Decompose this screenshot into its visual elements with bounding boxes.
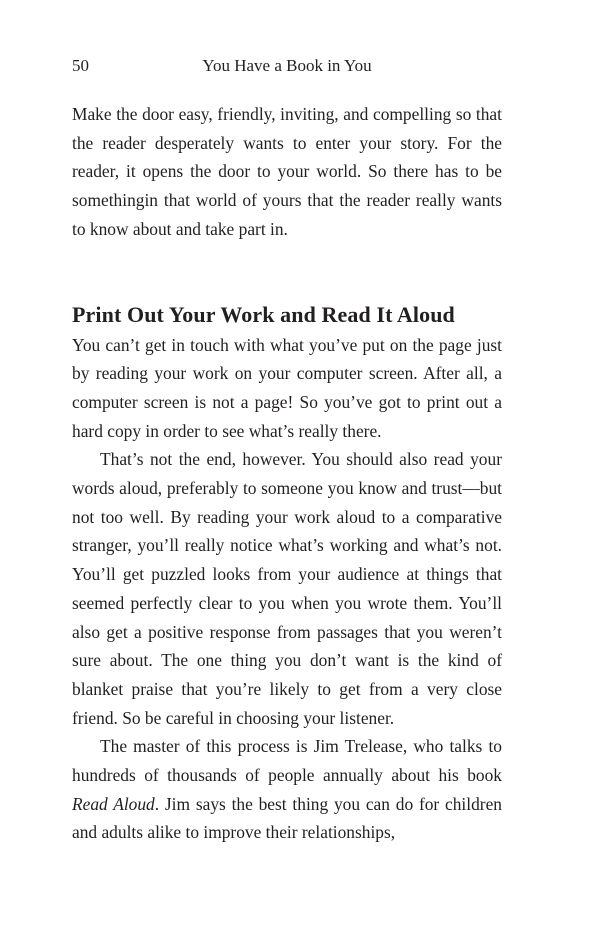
paragraph-print-out: You can’t get in touch with what you’ve put on the page just by reading your work on your computer screen. After all, a computer screen is not a page! So you’ve got to print out a hard copy in order to see what’s really there. — [72, 334, 502, 441]
book-title-read-aloud: Read Aloud — [72, 793, 155, 814]
paragraph-read-aloud: That’s not the end, however. You should also read your words aloud, preferably to someone you know and trust—but not too well. By reading your work aloud to a comparative stranger, you’ll really notice what’s working and what’s not. You’ll get puzzled looks from your audience at things that seemed perfectly clear to you when you wrote them. You’ll also get a positive response from passages that you weren’t sure about. The one thing you don’t want is the kind of blanket praise that you’re likely to get from a very close friend. So be careful in choosing your listener. — [72, 449, 502, 728]
running-head-title: You Have a Book in You — [202, 56, 372, 75]
paragraph-door: Make the door easy, friendly, inviting, and compelling so that the reader desperately wants to enter your story. For the reader, it opens the door to your world. So there has to be somethingin that world of yours that the reader really wants to know about and take part in. — [72, 104, 502, 239]
paragraph-jim-trelease — [72, 732, 502, 847]
section-heading: Print Out Your Work and Read It Aloud — [72, 301, 455, 327]
running-head — [72, 50, 502, 84]
paragraph-jim-trelease-start: The master of this process is Jim Trelease, who talks to hundreds of thousands of people annually about his book — [72, 736, 502, 786]
body-text — [72, 100, 502, 847]
page-number: 50 — [72, 56, 89, 75]
paragraph-jim-trelease-end: . Jim says the best thing you can do for children and adults alike to improve their relationships, — [72, 793, 503, 843]
book-page — [72, 50, 502, 847]
